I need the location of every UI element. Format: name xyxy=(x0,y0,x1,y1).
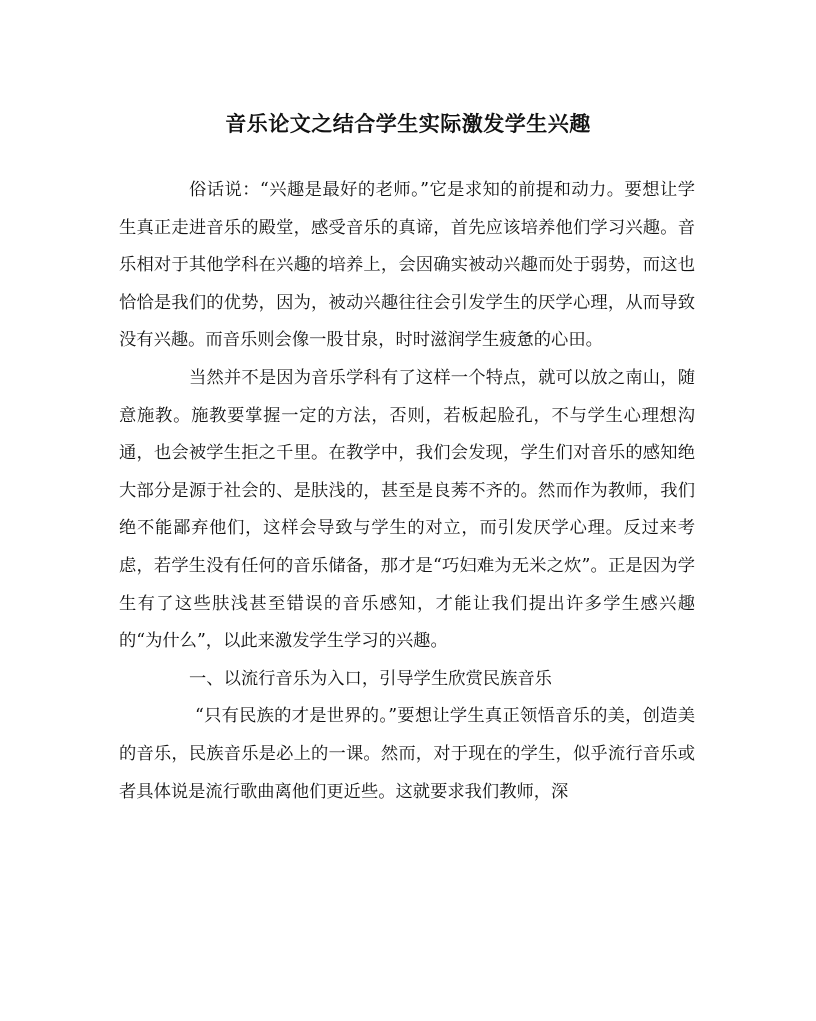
paragraph-national-music: “只有民族的才是世界的。”要想让学生真正领悟音乐的美，创造美的音乐，民族音乐是必上的一课。然而，对于现在的学生，似乎流行音乐或者具体说是流行歌曲离他们更近些。这就要求我们教师，深 xyxy=(119,706,695,802)
section-heading: 一、以流行音乐为入口，引导学生欣赏民族音乐 xyxy=(189,668,552,689)
paragraph-intro: 俗话说：“兴趣是最好的老师。”它是求知的前提和动力。要想让学生真正走进音乐的殿堂，感受音乐的真谛，首先应该培养他们学习兴趣。音乐相对于其他学科在兴趣的培养上，会因确实被动兴趣而处于弱势，而这也恰恰是我们的优势，因为，被动兴趣往往会引发学生的厌学心理，从而导致没有兴趣。而音乐则会像一股甘泉，时时滋润学生疲惫的心田。 xyxy=(119,180,695,351)
paragraph-teaching-method: 当然并不是因为音乐学科有了这样一个特点，就可以放之南山，随意施教。施教要掌握一定的方法，否则，若板起脸孔，不与学生心理想沟通，也会被学生拒之千里。在教学中，我们会发现，学生们对音乐的感知绝大部分是源于社会的、是肤浅的，甚至是良莠不齐的。然而作为教师，我们绝不能鄙弃他们，这样会导致与学生的对立，而引发厌学心理。反过来考虑，若学生没有任何的音乐储备，那才是“巧妇难为无米之炊”。正是因为学生有了这些肤浅甚至错误的音乐感知，才能让我们提出许多学生感兴趣的“为什么”，以此来激发学生学习的兴趣。 xyxy=(119,367,695,652)
document-body xyxy=(119,172,695,811)
document-title: 音乐论文之结合学生实际激发学生兴趣 xyxy=(225,111,591,136)
